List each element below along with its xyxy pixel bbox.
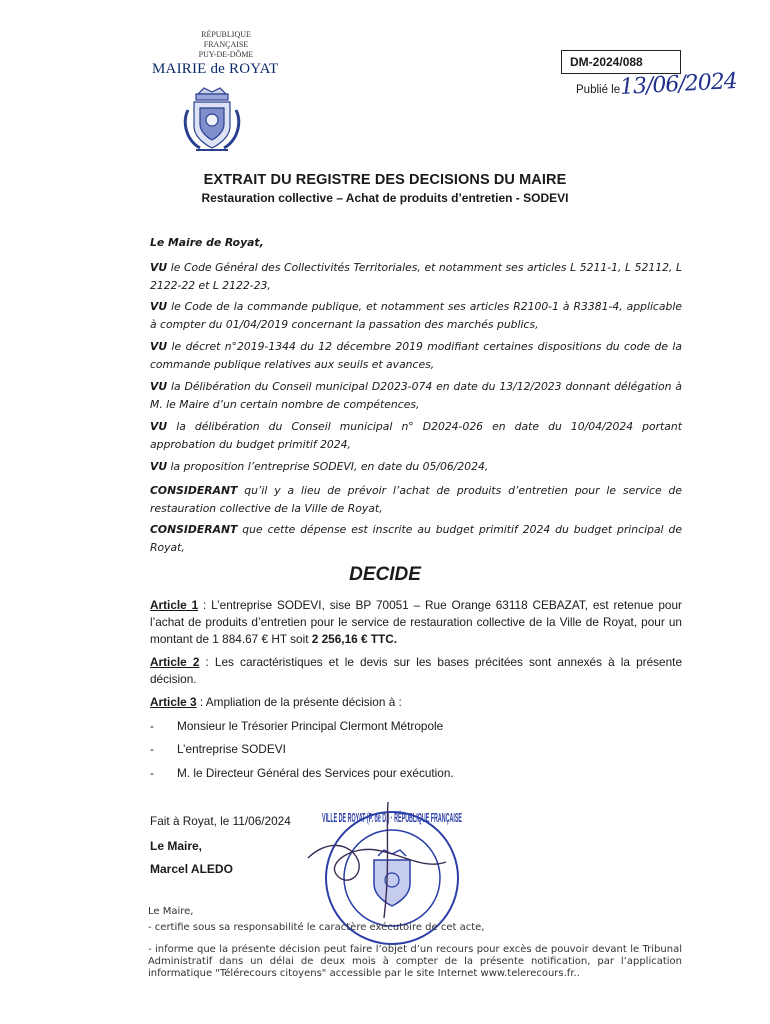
vu-text: le Code Général des Collectivités Territoriales, et notamment ses articles L 5211-1, L 52112, L 2122-22 et L 2122-23, bbox=[150, 261, 682, 292]
vu-text: la proposition l’entreprise SODEVI, en date du 05/06/2024, bbox=[167, 460, 489, 473]
vu-text: la délibération du Conseil municipal n° D2024-026 en date du 10/04/2024 portant approbation du budget primitif 2024, bbox=[150, 420, 682, 451]
vu-4 bbox=[150, 378, 682, 413]
republic-label: RÉPUBLIQUE FRANÇAISE bbox=[201, 30, 251, 49]
vu-keyword: VU bbox=[150, 261, 168, 274]
recipient-text: L’entreprise SODEVI bbox=[177, 742, 286, 756]
footer-appeal-notice: - informe que la présente décision peut faire l’objet d’un recours pour excès de pouvoir devant le Tribunal Administratif dans un délai de deux mois à compter de la présente notification, par l’application informatique "Télérecours citoyens" accessible par le site Internet www.telerecours.fr.. bbox=[148, 944, 682, 979]
place-date: Fait à Royat, le 11/06/2024 bbox=[150, 814, 291, 828]
published-label: Publié le bbox=[576, 84, 621, 96]
vu-text: la Délibération du Conseil municipal D2023-074 en date du 13/12/2023 donnant délégation à M. le Maire d’un certain nombre de compétences, bbox=[150, 380, 682, 411]
vu-keyword: VU bbox=[150, 380, 168, 393]
article-1-amount: 2 256,16 € TTC. bbox=[311, 632, 398, 646]
article-3 bbox=[150, 694, 682, 711]
article-1-text: : L’entreprise SODEVI, sise BP 70051 – Rue Orange 63118 CEBAZAT, est retenue pour l’achat de produits d’entretien pour le service de restauration collective de la Ville de Royat, pour un montant de 1 884.67 € HT soit bbox=[150, 598, 682, 646]
vu-1 bbox=[150, 259, 682, 294]
considerant-keyword: CONSIDERANT bbox=[150, 484, 238, 497]
document-subtitle: Restauration collective – Achat de produits d’entretien - SODEVI bbox=[201, 191, 569, 205]
considerant-2 bbox=[150, 521, 682, 556]
footer-intro: Le Maire, bbox=[148, 906, 194, 917]
considerant-text: qu’il y a lieu de prévoir l’achat de produits d’entretien pour le service de restauration collective de la Ville de Royat, bbox=[150, 484, 682, 515]
document-title: EXTRAIT DU REGISTRE DES DECISIONS DU MAIRE bbox=[203, 172, 567, 188]
article-2 bbox=[150, 654, 682, 688]
department-label: PUY-DE-DÔME bbox=[198, 50, 254, 59]
published-date: 13/06/2024 bbox=[619, 68, 738, 101]
vu-keyword: VU bbox=[150, 460, 168, 473]
article-1-label: Article 1 bbox=[150, 598, 199, 612]
vu-text: le Code de la commande publique, et notamment ses articles R2100-1 à R3381-4, applicable à compter du 01/04/2019 concernant la passation des marchés publics, bbox=[150, 300, 682, 331]
vu-6 bbox=[150, 458, 682, 476]
coat-of-arms-icon bbox=[178, 84, 246, 156]
vu-keyword: VU bbox=[150, 340, 168, 353]
considerant-text: que cette dépense est inscrite au budget primitif 2024 du budget principal de Royat, bbox=[150, 523, 682, 554]
vu-2 bbox=[150, 298, 682, 333]
signatory-role: Le Maire, bbox=[150, 839, 203, 853]
vu-keyword: VU bbox=[150, 420, 168, 433]
article-3-text: : Ampliation de la présente décision à : bbox=[196, 695, 402, 709]
signatory-name: Marcel ALEDO bbox=[150, 862, 233, 876]
vu-5 bbox=[150, 418, 682, 453]
article-3-label: Article 3 bbox=[150, 695, 197, 709]
reference-box bbox=[561, 50, 681, 74]
article-2-label: Article 2 bbox=[150, 655, 200, 669]
recipient-text: Monsieur le Trésorier Principal Clermont Métropole bbox=[177, 719, 444, 733]
vu-keyword: VU bbox=[150, 300, 168, 313]
republic-header bbox=[178, 30, 274, 60]
preamble-intro-text: Le Maire de Royat, bbox=[150, 236, 264, 249]
decide-heading: DECIDE bbox=[349, 564, 421, 585]
considerant-1 bbox=[150, 482, 682, 517]
article-2-text: : Les caractéristiques et le devis sur les bases précitées sont annexés à la présente décision. bbox=[150, 655, 683, 686]
preamble-intro bbox=[150, 234, 682, 252]
footer-certify: - certifie sous sa responsabilité le caractère exécutoire de cet acte, bbox=[148, 922, 485, 933]
considerant-keyword: CONSIDERANT bbox=[150, 523, 238, 536]
article-1 bbox=[150, 597, 682, 648]
reference-number: DM-2024/088 bbox=[570, 55, 643, 69]
vu-text: le décret n°2019-1344 du 12 décembre 2019 modifiant certaines dispositions du code de la commande publique relatives aux seuils et avances, bbox=[150, 340, 682, 371]
vu-3 bbox=[150, 338, 682, 373]
mairie-title: MAIRIE de ROYAT bbox=[152, 61, 279, 77]
recipient-text: M. le Directeur Général des Services pour exécution. bbox=[177, 766, 454, 780]
stamp-text: VILLE DE ROYAT (P. de D.) · RÉPUBLIQUE FRANÇAISE bbox=[322, 810, 463, 825]
